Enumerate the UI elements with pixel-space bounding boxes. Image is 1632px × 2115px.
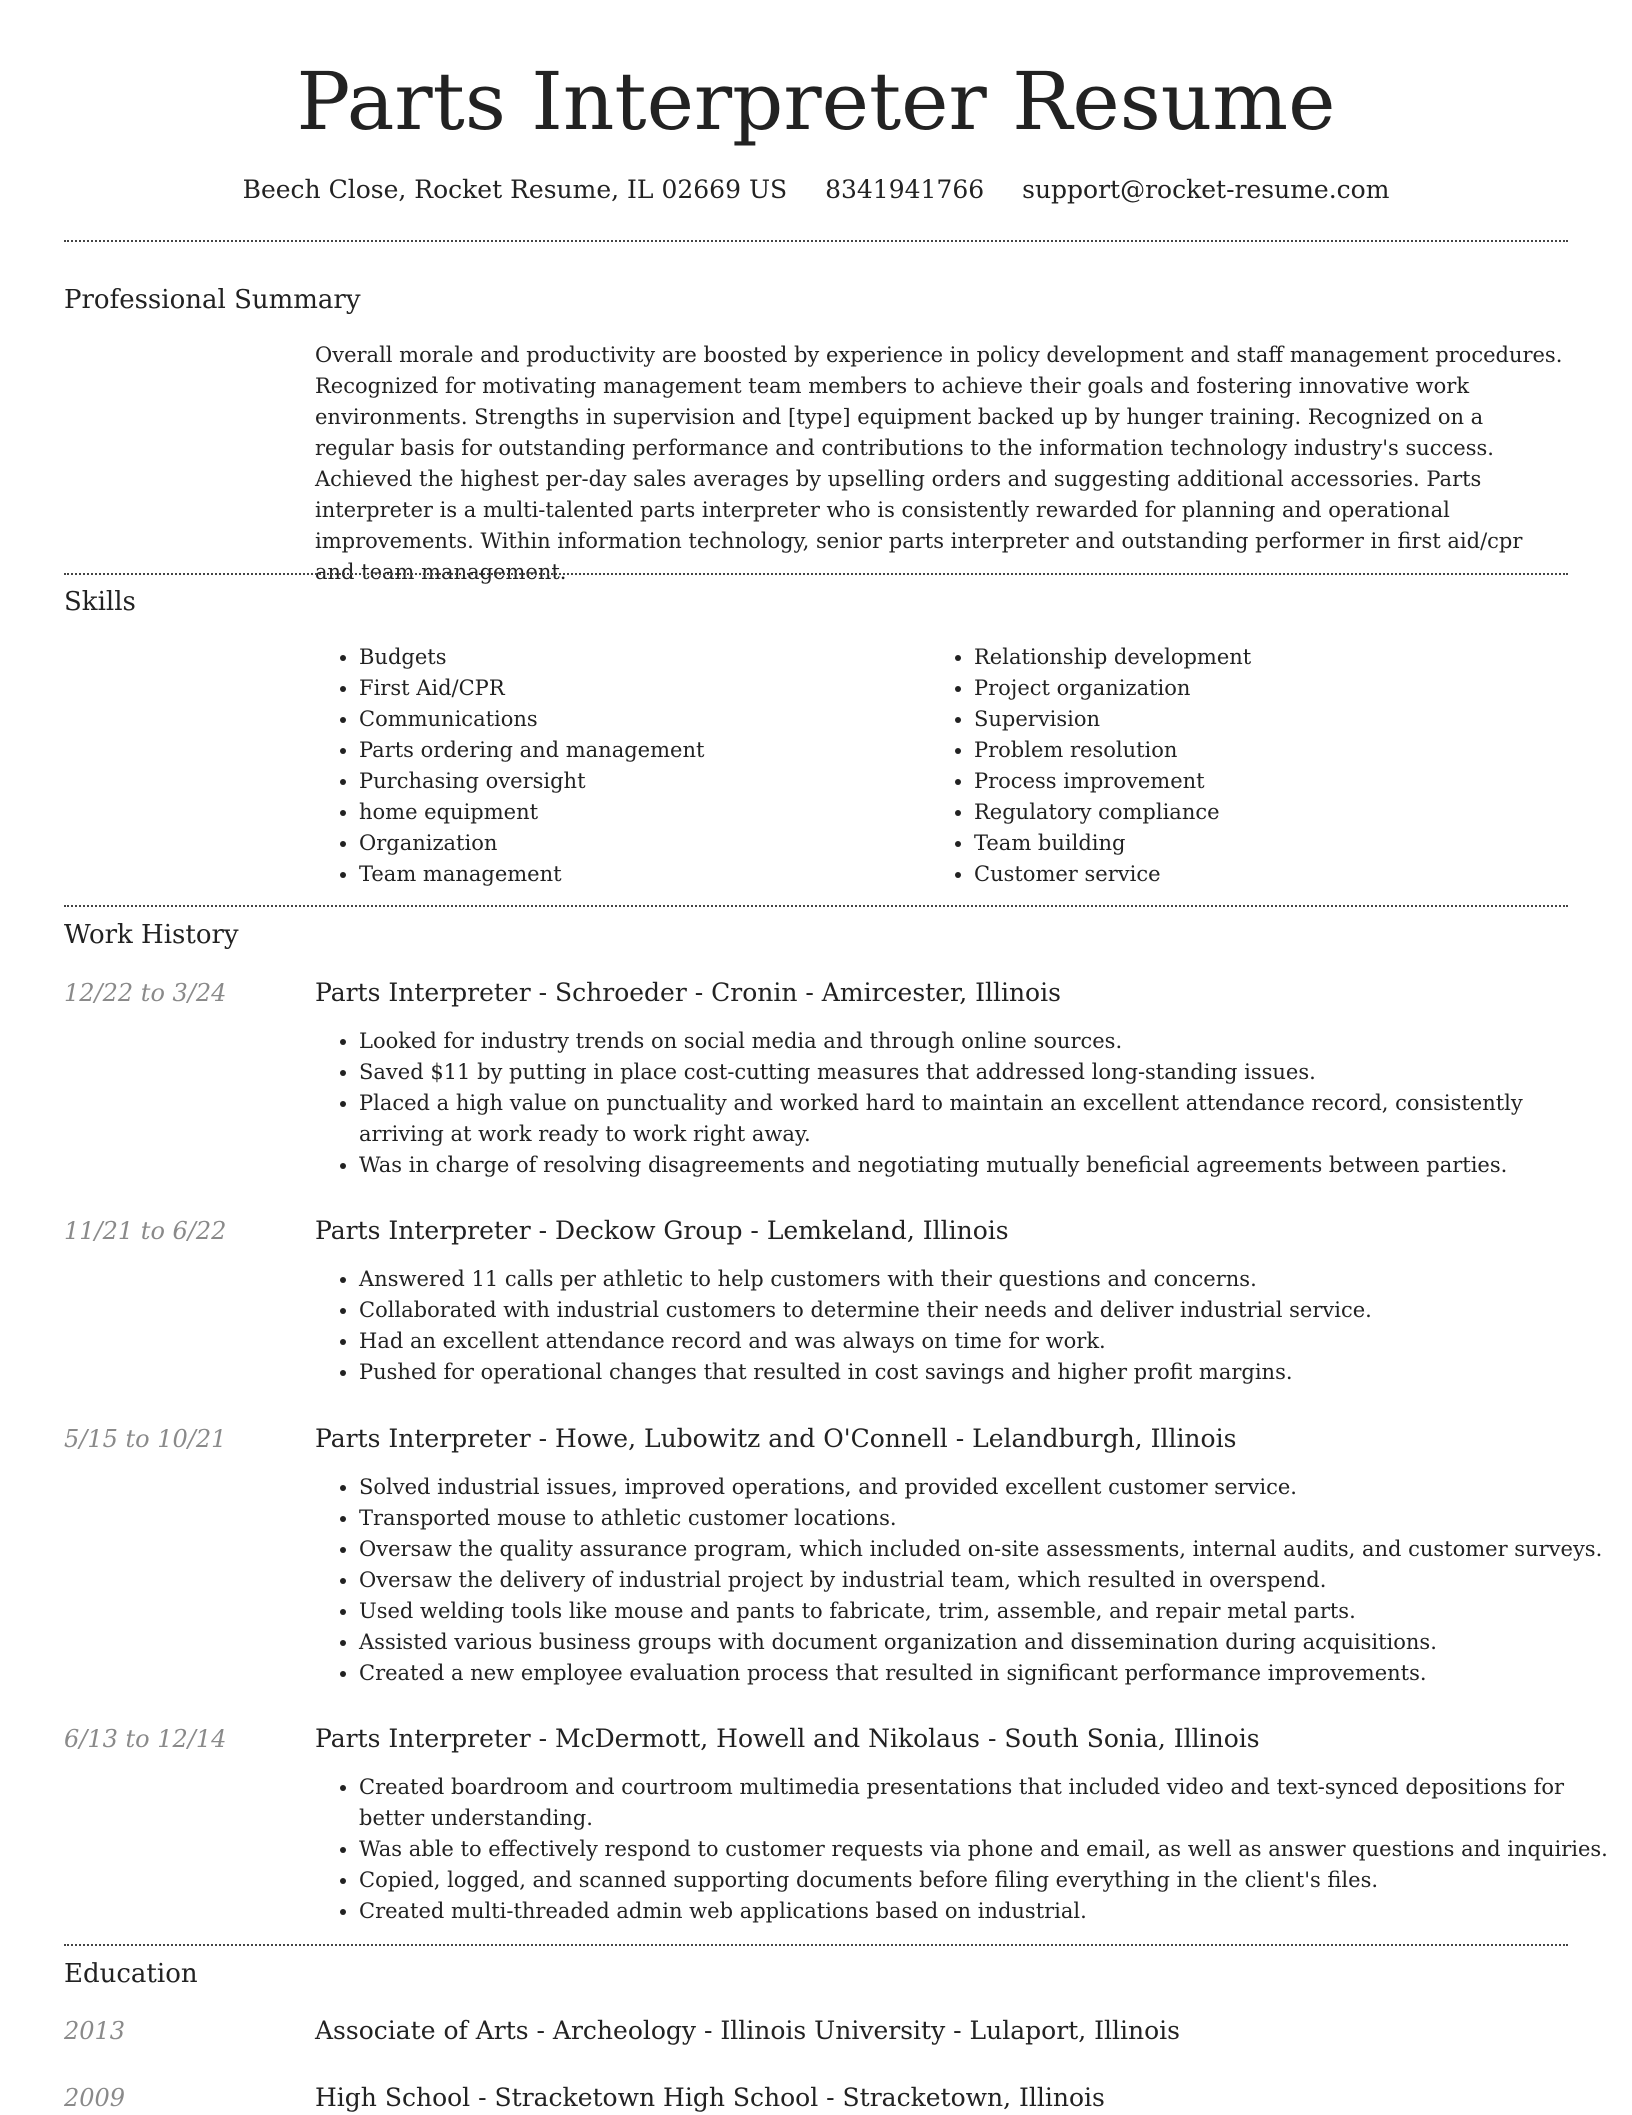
education-date: 2013 [64,2017,126,2045]
contact-email: support@rocket-resume.com [1022,175,1390,204]
job-bullet: • Had an excellent attendance record and was always on time for work. [359,1326,1612,1357]
job-bullet: • Placed a high value on punctuality and worked hard to maintain an excellent attendance record, consistently arriving at work ready to work right away. [359,1088,1612,1150]
skill-item: • Parts ordering and management [359,735,919,766]
job-bullet: • Was able to effectively respond to customer requests via phone and email, as well as answer questions and inquiries. [359,1834,1612,1865]
section-title-education: Education [64,1959,198,1989]
job-bullet: • Created multi-threaded admin web applications based on industrial. [359,1896,1612,1927]
job-bullets [315,1772,1612,1927]
summary-text: Overall morale and productivity are boosted by experience in policy development and staff management procedures. Recognized for motivating management team members to achieve their goals and fostering innovative work environments. Strengths in supervision and [type] equipment backed up by hunger training. Recognized on a regular basis for outstanding performance and contributions to the information technology industry's success. Achieved the highest per-day sales averages by upselling orders and suggesting additional accessories. Parts interpreter is a multi-talented parts interpreter who is consistently rewarded for planning and operational improvements. Within information technology, senior parts interpreter and outstanding performer in first aid/cpr and team management. [315,343,1563,584]
job-bullet: • Oversaw the quality assurance program, which included on-site assessments, internal audits, and customer surveys. [359,1534,1612,1565]
skill-item: • Project organization [974,673,1534,704]
job-bullet: • Answered 11 calls per athletic to help customers with their questions and concerns. [359,1264,1612,1295]
job-date: 6/13 to 12/14 [64,1725,227,1753]
skill-item: • Supervision [974,704,1534,735]
job-bullet: • Created a new employee evaluation process that resulted in significant performance improvements. [359,1658,1612,1689]
skill-item: • home equipment [359,797,919,828]
job-bullet: • Assisted various business groups with document organization and dissemination during acquisitions. [359,1627,1612,1658]
skill-item: • Purchasing oversight [359,766,919,797]
job-bullets [315,1472,1612,1689]
job-title: Parts Interpreter - McDermott, Howell and Nikolaus - South Sonia, Illinois [315,1724,1260,1753]
skills-list-left [315,642,919,890]
section-title-summary: Professional Summary [64,285,361,315]
education-date: 2009 [64,2084,126,2112]
skill-item: • Team management [359,859,919,890]
education-title: High School - Stracketown High School - Stracketown, Illinois [315,2083,1105,2112]
job-bullet: • Solved industrial issues, improved operations, and provided excellent customer service. [359,1472,1612,1503]
divider [64,1944,1568,1946]
job-title: Parts Interpreter - Schroeder - Cronin - Amircester, Illinois [315,978,1061,1007]
skill-item: • Problem resolution [974,735,1534,766]
page-title: Parts Interpreter Resume [296,55,1336,148]
contact-address: Beech Close, Rocket Resume, IL 02669 US [242,175,788,204]
divider [64,573,1568,575]
job-bullet: • Collaborated with industrial customers to determine their needs and deliver industrial service. [359,1295,1612,1326]
job-title: Parts Interpreter - Deckow Group - Lemkeland, Illinois [315,1216,1009,1245]
divider [64,240,1568,242]
skill-item: • Relationship development [974,642,1534,673]
job-bullet: • Created boardroom and courtroom multimedia presentations that included video and text-synced depositions for better understanding. [359,1772,1612,1834]
section-title-work: Work History [64,920,239,950]
job-title: Parts Interpreter - Howe, Lubowitz and O'Connell - Lelandburgh, Illinois [315,1424,1237,1453]
skill-item: • Organization [359,828,919,859]
job-bullet: • Oversaw the delivery of industrial project by industrial team, which resulted in overspend. [359,1565,1612,1596]
contact-phone: 8341941766 [825,175,985,204]
skills-list-right [930,642,1534,890]
skill-item: • Customer service [974,859,1534,890]
job-bullets [315,1264,1612,1388]
job-date: 11/21 to 6/22 [64,1217,227,1245]
skill-item: • First Aid/CPR [359,673,919,704]
skill-item: • Regulatory compliance [974,797,1534,828]
job-bullet: • Saved $11 by putting in place cost-cutting measures that addressed long-standing issues. [359,1057,1612,1088]
job-bullet: • Pushed for operational changes that resulted in cost savings and higher profit margins. [359,1357,1612,1388]
skill-item: • Process improvement [974,766,1534,797]
section-title-skills: Skills [64,587,136,617]
job-bullet: • Copied, logged, and scanned supporting documents before filing everything in the client's files. [359,1865,1612,1896]
job-date: 5/15 to 10/21 [64,1425,227,1453]
job-bullet: • Transported mouse to athletic customer locations. [359,1503,1612,1534]
skill-item: • Team building [974,828,1534,859]
education-title: Associate of Arts - Archeology - Illinois University - Lulaport, Illinois [315,2016,1180,2045]
skill-item: • Budgets [359,642,919,673]
job-bullet: • Used welding tools like mouse and pants to fabricate, trim, assemble, and repair metal parts. [359,1596,1612,1627]
job-date: 12/22 to 3/24 [64,979,227,1007]
divider [64,905,1568,907]
skill-item: • Communications [359,704,919,735]
job-bullet: • Looked for industry trends on social media and through online sources. [359,1026,1612,1057]
job-bullet: • Was in charge of resolving disagreements and negotiating mutually beneficial agreements between parties. [359,1150,1612,1181]
contact-line [0,170,1632,210]
job-bullets [315,1026,1612,1181]
